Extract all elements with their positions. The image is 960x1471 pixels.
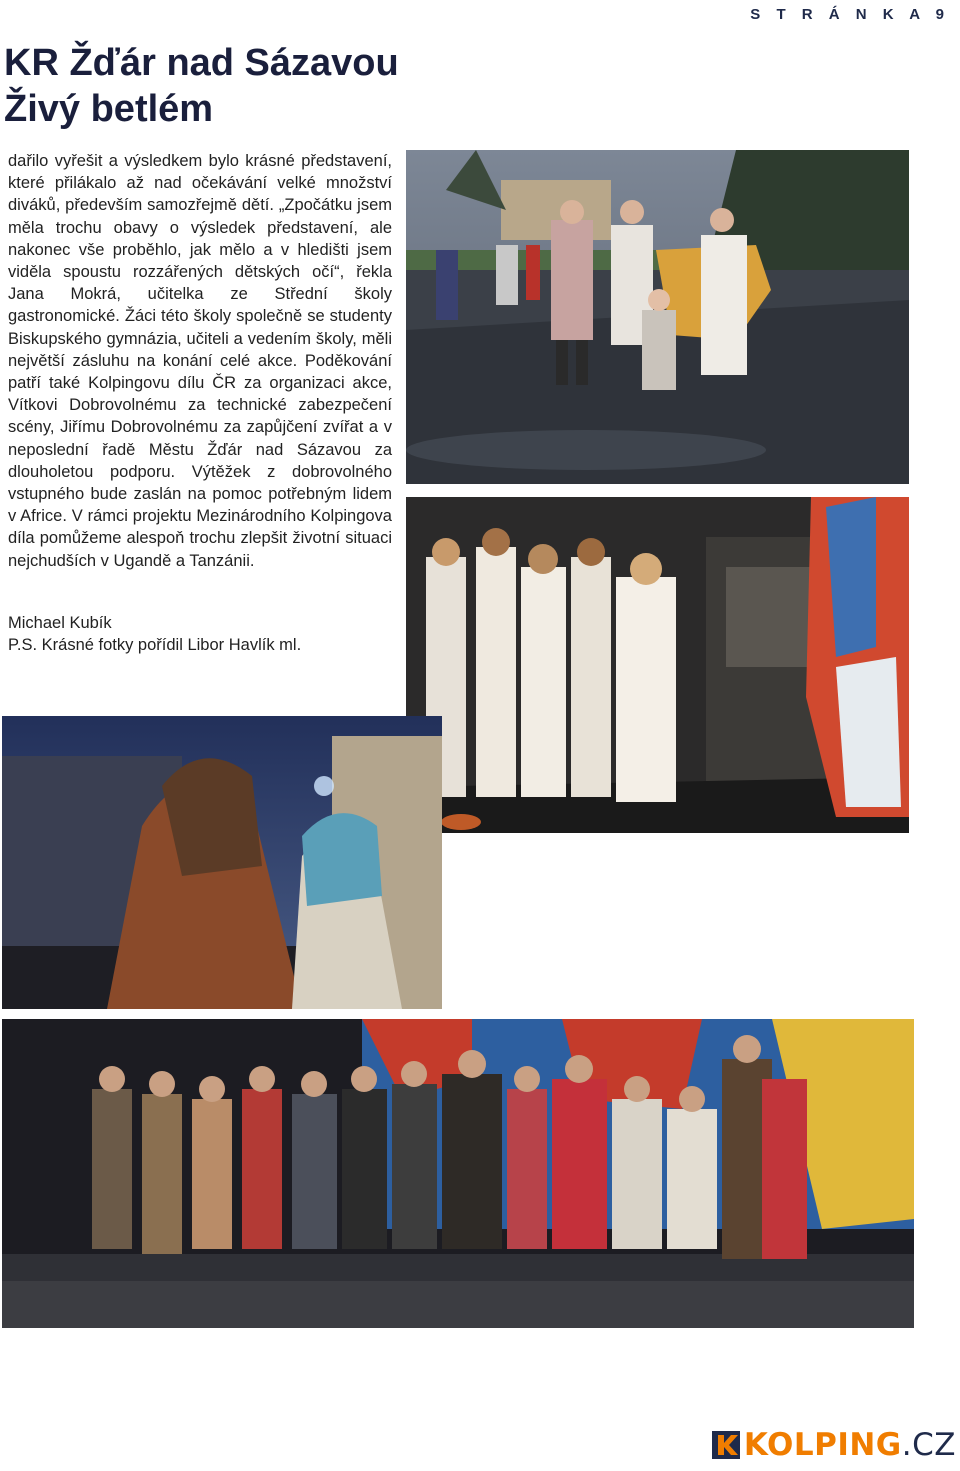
photo-credit: P.S. Krásné fotky pořídil Libor Havlík ml. [8,636,302,655]
photo-street-performers [406,150,909,484]
logo-wordmark [744,1427,956,1463]
article-body [8,150,392,572]
page-title [4,40,399,132]
photo-ensemble-cast [2,1019,914,1328]
photo-angels-on-stage [406,497,909,833]
author-name: Michael Kubík [8,614,112,632]
kolping-k-icon [712,1431,740,1459]
logo-text-cz: .CZ [901,1427,956,1463]
title-line-1: KR Žďár nad Sázavou [4,42,399,84]
article-paragraph: dařilo vyřešit a výsledkem bylo krásné představení, které přilákalo až nad očekávání velké množství diváků, především samozřejmě dětí. „Zpočátku jsem měla trochu obavy o výsledek představení, ale nakonec vše proběhlo, jak mělo a v hledišti jsem viděla spoustu rozzářených dětských očí“, řekla Jana Mokrá, učitelka ze Střední školy gastronomické. Žáci této školy společně se studenty Biskupského gymnázia, učiteli a vedením školy, měli největší zásluhu na konání celé akce. Poděkování patří také Kolpingovu dílu ČR za organizaci akce, Vítkovi Dobrovolnému za technické zabezpečení scény, Jiřímu Dobrovolnému za zapůjčení zvířat a v neposlední řadě Městu Žďár nad Sázavou za dlouholetou podporu. Výtěžek z dobrovolného vstupného bude zaslán na pomoc potřebným lidem v Africe. V rámci projektu Mezinárodního Kolpingova díla pomůžeme alespoň trochu zlepšit životní situaci nejchudších v Ugandě a Tanzánii. [8,152,392,570]
photo-cloaked-figures [2,716,442,1009]
kolping-logo [712,1427,956,1463]
article-signoff [8,612,398,656]
page-number-label: S T R Á N K A 9 [750,6,950,23]
logo-text-kolping: KOLPING [743,1427,902,1463]
title-line-2: Živý betlém [4,88,214,130]
